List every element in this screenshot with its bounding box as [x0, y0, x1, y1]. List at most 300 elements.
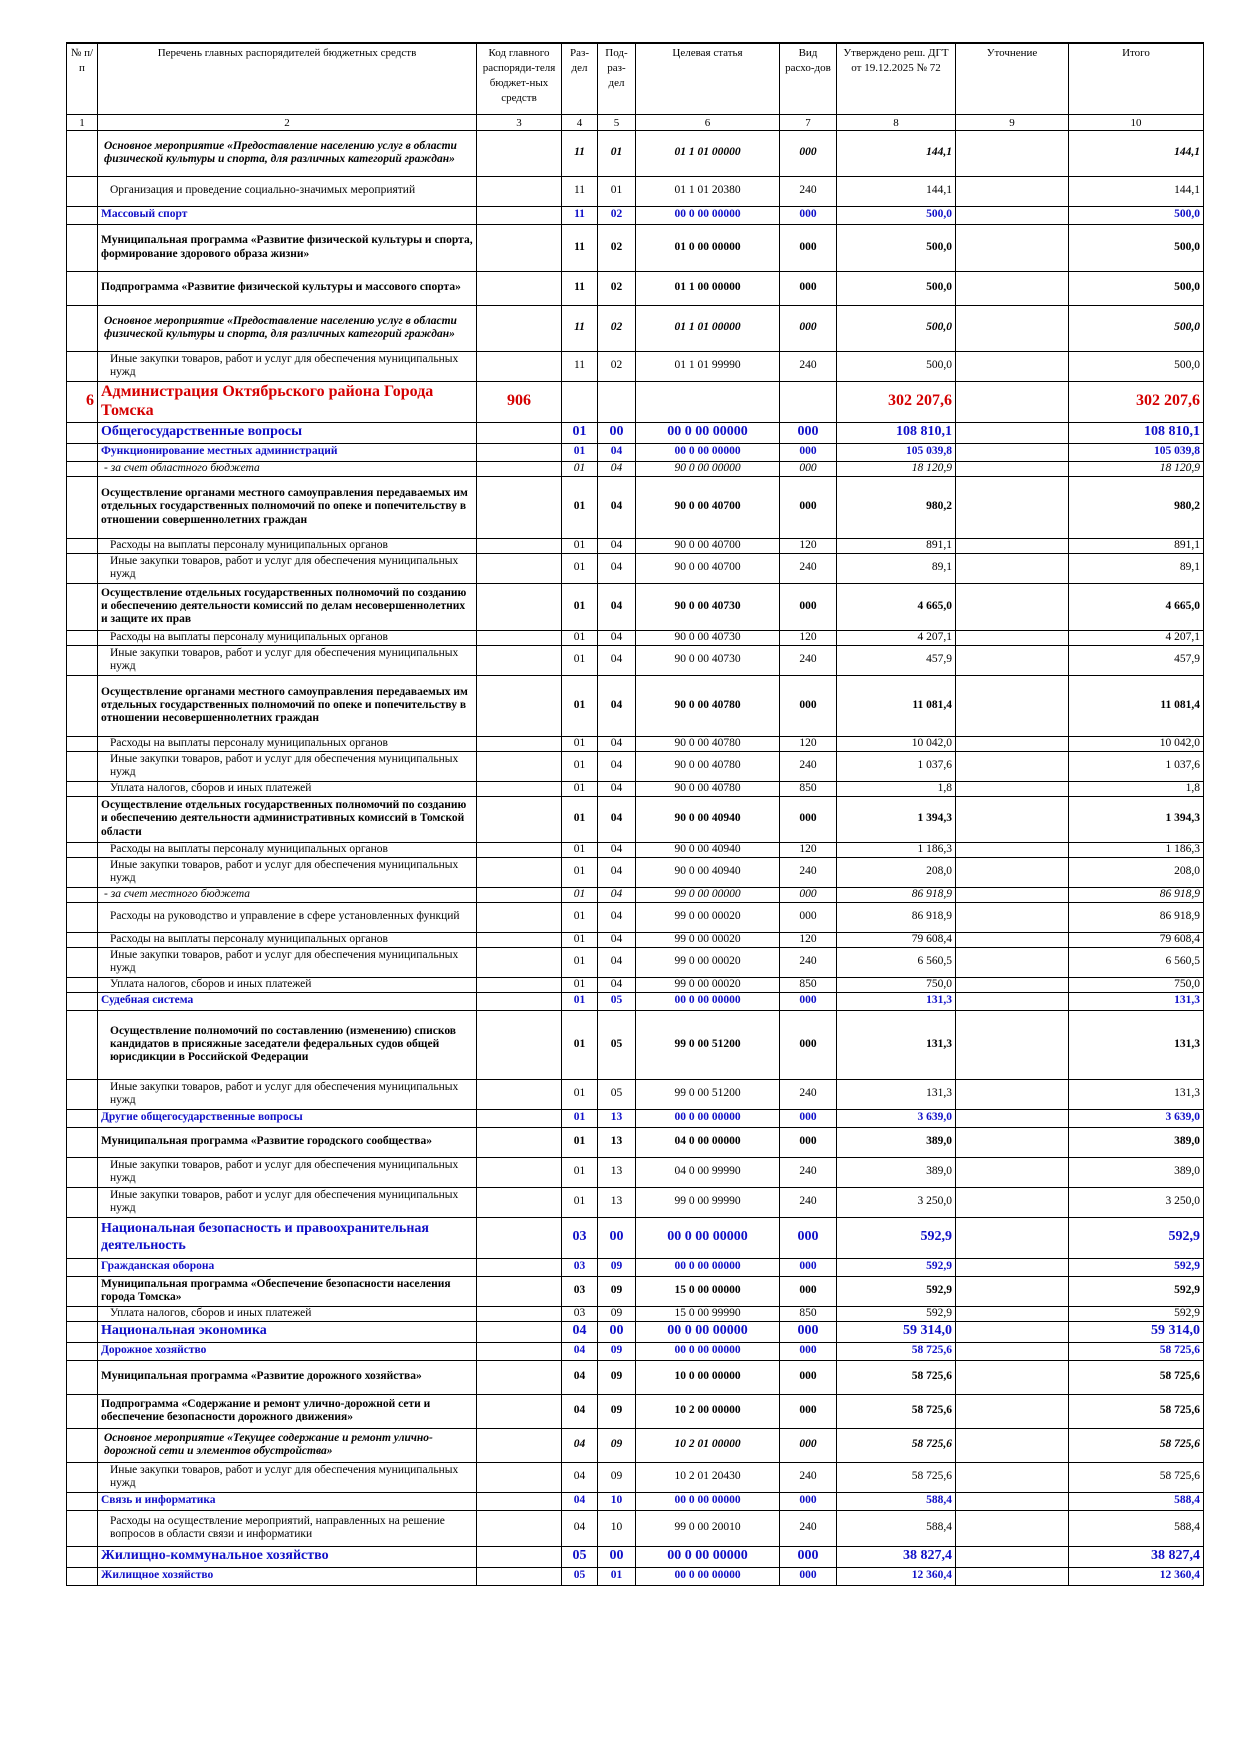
column-number: 6	[636, 114, 780, 130]
row-approved: 4 207,1	[837, 630, 956, 645]
row-code	[477, 977, 562, 992]
row-total: 1 037,6	[1069, 751, 1204, 781]
row-approved: 592,9	[837, 1258, 956, 1276]
row-podrazdel: 09	[598, 1276, 636, 1306]
row-refine	[956, 675, 1069, 736]
row-refine	[956, 553, 1069, 583]
row-num	[67, 736, 98, 751]
row-name: Осуществление отдельных государственных полномочий по созданию и обеспечению деятельности комиссий по делам несовершеннолетних и защите их прав	[98, 583, 477, 630]
row-name: Осуществление отдельных государственных полномочий по созданию и обеспечению деятельности административных комиссий в Томской области	[98, 796, 477, 842]
row-podrazdel: 04	[598, 977, 636, 992]
row-podrazdel: 00	[598, 1546, 636, 1567]
table-row	[67, 1360, 1204, 1394]
row-approved: 389,0	[837, 1157, 956, 1187]
row-total: 58 725,6	[1069, 1428, 1204, 1462]
row-name: Расходы на осуществление мероприятий, направленных на решение вопросов в области связи и информатики	[98, 1510, 477, 1546]
table-row	[67, 645, 1204, 675]
row-target: 10 0 00 00000	[636, 1360, 780, 1394]
row-vr: 240	[780, 176, 837, 206]
row-vr: 240	[780, 553, 837, 583]
row-refine	[956, 842, 1069, 857]
row-razdel: 01	[562, 887, 598, 902]
row-name: - за счет местного бюджета	[98, 887, 477, 902]
row-name: Иные закупки товаров, работ и услуг для обеспечения муниципальных нужд	[98, 947, 477, 977]
table-row	[67, 947, 1204, 977]
row-vr: 240	[780, 1187, 837, 1217]
row-num	[67, 1567, 98, 1585]
column-number-row	[67, 114, 1204, 130]
row-approved: 59 314,0	[837, 1321, 956, 1342]
row-razdel: 04	[562, 1428, 598, 1462]
column-number: 5	[598, 114, 636, 130]
row-razdel: 11	[562, 305, 598, 351]
row-approved: 10 042,0	[837, 736, 956, 751]
row-total: 592,9	[1069, 1306, 1204, 1321]
row-vr: 000	[780, 902, 837, 932]
row-code	[477, 1079, 562, 1109]
row-code	[477, 476, 562, 538]
row-refine	[956, 1510, 1069, 1546]
row-refine	[956, 1109, 1069, 1127]
row-vr: 000	[780, 796, 837, 842]
row-code	[477, 675, 562, 736]
row-target: 90 0 00 40780	[636, 675, 780, 736]
row-podrazdel: 04	[598, 781, 636, 796]
row-total: 12 360,4	[1069, 1567, 1204, 1585]
row-refine	[956, 461, 1069, 476]
row-name: Судебная система	[98, 992, 477, 1010]
row-refine	[956, 1567, 1069, 1585]
row-num	[67, 1342, 98, 1360]
table-row	[67, 1462, 1204, 1492]
row-target: 90 0 00 40730	[636, 645, 780, 675]
row-total: 592,9	[1069, 1258, 1204, 1276]
table-row	[67, 1217, 1204, 1258]
row-razdel	[562, 381, 598, 422]
row-vr: 000	[780, 271, 837, 305]
row-refine	[956, 1394, 1069, 1428]
row-total: 1 394,3	[1069, 796, 1204, 842]
row-podrazdel: 09	[598, 1462, 636, 1492]
row-podrazdel: 09	[598, 1342, 636, 1360]
row-target: 00 0 00 00000	[636, 422, 780, 443]
row-approved: 4 665,0	[837, 583, 956, 630]
row-podrazdel: 04	[598, 630, 636, 645]
row-vr: 000	[780, 1010, 837, 1079]
row-num	[67, 1109, 98, 1127]
row-code	[477, 206, 562, 224]
row-name: Жилищно-коммунальное хозяйство	[98, 1546, 477, 1567]
row-vr: 000	[780, 1276, 837, 1306]
table-row	[67, 1510, 1204, 1546]
row-refine	[956, 1157, 1069, 1187]
row-target: 15 0 00 00000	[636, 1276, 780, 1306]
row-total: 10 042,0	[1069, 736, 1204, 751]
row-code	[477, 736, 562, 751]
row-target: 90 0 00 40940	[636, 857, 780, 887]
row-target: 01 1 01 20380	[636, 176, 780, 206]
row-name: Дорожное хозяйство	[98, 1342, 477, 1360]
row-razdel: 01	[562, 902, 598, 932]
row-total: 3 639,0	[1069, 1109, 1204, 1127]
row-refine	[956, 736, 1069, 751]
row-refine	[956, 1079, 1069, 1109]
row-vr: 000	[780, 887, 837, 902]
row-razdel: 03	[562, 1217, 598, 1258]
table-row	[67, 1546, 1204, 1567]
row-refine	[956, 443, 1069, 461]
row-refine	[956, 1462, 1069, 1492]
row-razdel: 01	[562, 932, 598, 947]
row-total: 59 314,0	[1069, 1321, 1204, 1342]
row-num	[67, 675, 98, 736]
row-vr: 000	[780, 1321, 837, 1342]
row-code	[477, 1394, 562, 1428]
row-target: 90 0 00 40780	[636, 736, 780, 751]
row-code	[477, 1321, 562, 1342]
row-vr: 000	[780, 130, 837, 176]
row-total: 592,9	[1069, 1217, 1204, 1258]
row-target: 04 0 00 99990	[636, 1157, 780, 1187]
row-vr: 000	[780, 206, 837, 224]
budget-table	[66, 42, 1204, 1586]
table-row	[67, 1492, 1204, 1510]
row-vr: 000	[780, 1428, 837, 1462]
row-refine	[956, 1306, 1069, 1321]
row-razdel: 11	[562, 176, 598, 206]
row-name: Иные закупки товаров, работ и услуг для обеспечения муниципальных нужд	[98, 645, 477, 675]
table-row	[67, 796, 1204, 842]
row-razdel: 01	[562, 857, 598, 887]
header-total: Итого	[1069, 43, 1204, 114]
row-podrazdel: 04	[598, 751, 636, 781]
row-refine	[956, 887, 1069, 902]
row-name: Национальная безопасность и правоохранительная деятельность	[98, 1217, 477, 1258]
row-total: 750,0	[1069, 977, 1204, 992]
row-target: 90 0 00 40940	[636, 796, 780, 842]
row-refine	[956, 645, 1069, 675]
row-refine	[956, 947, 1069, 977]
row-name: Подпрограмма «Развитие физической культуры и массового спорта»	[98, 271, 477, 305]
row-name: Уплата налогов, сборов и иных платежей	[98, 781, 477, 796]
row-total: 3 250,0	[1069, 1187, 1204, 1217]
column-number: 4	[562, 114, 598, 130]
row-razdel: 04	[562, 1510, 598, 1546]
row-approved: 58 725,6	[837, 1342, 956, 1360]
header-num: № п/п	[67, 43, 98, 114]
row-target: 10 2 00 00000	[636, 1394, 780, 1428]
row-target: 90 0 00 40730	[636, 630, 780, 645]
row-code	[477, 1010, 562, 1079]
row-target: 90 0 00 40700	[636, 553, 780, 583]
row-name: Расходы на выплаты персоналу муниципальных органов	[98, 538, 477, 553]
row-refine	[956, 351, 1069, 381]
row-code	[477, 305, 562, 351]
row-target: 90 0 00 40780	[636, 781, 780, 796]
row-approved: 592,9	[837, 1276, 956, 1306]
row-vr: 240	[780, 947, 837, 977]
row-approved: 457,9	[837, 645, 956, 675]
table-header-row	[67, 43, 1204, 114]
row-total: 389,0	[1069, 1157, 1204, 1187]
row-vr: 240	[780, 751, 837, 781]
row-vr: 000	[780, 583, 837, 630]
row-code	[477, 1428, 562, 1462]
row-target: 99 0 00 99990	[636, 1187, 780, 1217]
row-refine	[956, 538, 1069, 553]
row-name: Основное мероприятие «Предоставление населению услуг в области физической культуры и спорта, для различных категорий граждан»	[98, 130, 477, 176]
row-approved: 3 250,0	[837, 1187, 956, 1217]
row-razdel: 01	[562, 1079, 598, 1109]
row-code	[477, 1546, 562, 1567]
row-name: Осуществление органами местного самоуправления передаваемых им отдельных государственных полномочий по опеке и попечительству в отношении несовершеннолетних граждан	[98, 675, 477, 736]
table-row	[67, 932, 1204, 947]
row-approved: 500,0	[837, 271, 956, 305]
row-refine	[956, 130, 1069, 176]
row-vr: 120	[780, 630, 837, 645]
row-num	[67, 476, 98, 538]
row-refine	[956, 583, 1069, 630]
row-name: Иные закупки товаров, работ и услуг для обеспечения муниципальных нужд	[98, 1157, 477, 1187]
row-refine	[956, 1187, 1069, 1217]
row-vr: 000	[780, 1492, 837, 1510]
row-code	[477, 1510, 562, 1546]
row-approved: 302 207,6	[837, 381, 956, 422]
row-podrazdel: 13	[598, 1127, 636, 1157]
row-vr: 240	[780, 1079, 837, 1109]
row-razdel: 01	[562, 781, 598, 796]
row-razdel: 01	[562, 947, 598, 977]
row-approved: 592,9	[837, 1306, 956, 1321]
header-podrazdel: Под-раз-дел	[598, 43, 636, 114]
row-approved: 588,4	[837, 1492, 956, 1510]
row-target: 00 0 00 00000	[636, 206, 780, 224]
row-name: Иные закупки товаров, работ и услуг для обеспечения муниципальных нужд	[98, 857, 477, 887]
row-refine	[956, 1428, 1069, 1462]
table-row	[67, 271, 1204, 305]
row-code	[477, 1217, 562, 1258]
row-code	[477, 583, 562, 630]
row-target: 00 0 00 00000	[636, 1109, 780, 1127]
table-row	[67, 902, 1204, 932]
row-target: 10 2 01 20430	[636, 1462, 780, 1492]
row-target: 00 0 00 00000	[636, 1567, 780, 1585]
row-razdel: 01	[562, 461, 598, 476]
row-approved: 500,0	[837, 224, 956, 271]
row-code: 906	[477, 381, 562, 422]
row-approved: 1 186,3	[837, 842, 956, 857]
row-code	[477, 461, 562, 476]
row-target: 01 1 01 00000	[636, 305, 780, 351]
row-approved: 18 120,9	[837, 461, 956, 476]
row-vr: 240	[780, 857, 837, 887]
table-row	[67, 675, 1204, 736]
row-name: Общегосударственные вопросы	[98, 422, 477, 443]
row-total: 131,3	[1069, 992, 1204, 1010]
row-approved: 86 918,9	[837, 887, 956, 902]
table-row	[67, 476, 1204, 538]
table-row	[67, 736, 1204, 751]
row-num	[67, 1157, 98, 1187]
row-num	[67, 842, 98, 857]
header-code: Код главного распоряди-теля бюджет-ных средств	[477, 43, 562, 114]
row-vr: 000	[780, 305, 837, 351]
row-code	[477, 422, 562, 443]
table-row	[67, 1157, 1204, 1187]
row-refine	[956, 992, 1069, 1010]
table-row	[67, 842, 1204, 857]
row-razdel: 01	[562, 553, 598, 583]
row-num	[67, 630, 98, 645]
row-target: 99 0 00 00020	[636, 947, 780, 977]
row-total: 89,1	[1069, 553, 1204, 583]
row-code	[477, 1109, 562, 1127]
row-num	[67, 583, 98, 630]
header-approved: Утверждено реш. ДГТ от 19.12.2025 № 72	[837, 43, 956, 114]
row-target: 00 0 00 00000	[636, 443, 780, 461]
row-vr: 120	[780, 932, 837, 947]
row-code	[477, 1492, 562, 1510]
row-name: Уплата налогов, сборов и иных платежей	[98, 977, 477, 992]
row-razdel: 11	[562, 206, 598, 224]
row-podrazdel: 00	[598, 1321, 636, 1342]
row-podrazdel: 00	[598, 422, 636, 443]
row-approved: 105 039,8	[837, 443, 956, 461]
row-target: 99 0 00 00020	[636, 977, 780, 992]
row-vr: 000	[780, 443, 837, 461]
row-num	[67, 751, 98, 781]
row-total: 500,0	[1069, 271, 1204, 305]
row-num	[67, 422, 98, 443]
row-podrazdel: 04	[598, 583, 636, 630]
header-razdel: Раз-дел	[562, 43, 598, 114]
row-code	[477, 1360, 562, 1394]
row-approved: 891,1	[837, 538, 956, 553]
row-total: 1 186,3	[1069, 842, 1204, 857]
row-total: 457,9	[1069, 645, 1204, 675]
row-refine	[956, 422, 1069, 443]
row-podrazdel: 01	[598, 130, 636, 176]
row-target: 00 0 00 00000	[636, 1492, 780, 1510]
row-name: Расходы на руководство и управление в сфере установленных функций	[98, 902, 477, 932]
row-code	[477, 553, 562, 583]
table-row	[67, 351, 1204, 381]
row-total: 58 725,6	[1069, 1462, 1204, 1492]
row-total: 11 081,4	[1069, 675, 1204, 736]
row-approved: 38 827,4	[837, 1546, 956, 1567]
row-razdel: 01	[562, 538, 598, 553]
row-name: Расходы на выплаты персоналу муниципальных органов	[98, 932, 477, 947]
row-target: 01 0 00 00000	[636, 224, 780, 271]
table-row	[67, 206, 1204, 224]
row-approved: 58 725,6	[837, 1462, 956, 1492]
row-num	[67, 1510, 98, 1546]
table-row	[67, 1394, 1204, 1428]
row-razdel: 03	[562, 1276, 598, 1306]
row-razdel: 01	[562, 1157, 598, 1187]
row-podrazdel: 04	[598, 675, 636, 736]
table-row	[67, 422, 1204, 443]
row-razdel: 01	[562, 1187, 598, 1217]
row-vr: 240	[780, 1462, 837, 1492]
row-total: 592,9	[1069, 1276, 1204, 1306]
row-total: 58 725,6	[1069, 1342, 1204, 1360]
row-vr: 850	[780, 781, 837, 796]
row-num	[67, 1010, 98, 1079]
row-refine	[956, 1010, 1069, 1079]
row-code	[477, 781, 562, 796]
row-name: Муниципальная программа «Обеспечение безопасности населения города Томска»	[98, 1276, 477, 1306]
row-razdel: 11	[562, 271, 598, 305]
row-name: Осуществление органами местного самоуправления передаваемых им отдельных государственных полномочий по опеке и попечительству в отношении совершеннолетних граждан	[98, 476, 477, 538]
row-razdel: 11	[562, 224, 598, 271]
row-num	[67, 553, 98, 583]
header-refine: Уточнение	[956, 43, 1069, 114]
row-vr: 240	[780, 645, 837, 675]
row-total: 144,1	[1069, 130, 1204, 176]
row-target: 01 1 01 99990	[636, 351, 780, 381]
row-approved: 1,8	[837, 781, 956, 796]
row-target: 90 0 00 40730	[636, 583, 780, 630]
row-approved: 1 394,3	[837, 796, 956, 842]
row-name: Расходы на выплаты персоналу муниципальных органов	[98, 842, 477, 857]
row-vr: 000	[780, 1258, 837, 1276]
row-total: 389,0	[1069, 1127, 1204, 1157]
row-num	[67, 947, 98, 977]
row-num	[67, 130, 98, 176]
row-razdel: 01	[562, 422, 598, 443]
row-target: 90 0 00 40700	[636, 538, 780, 553]
header-target: Целевая статья	[636, 43, 780, 114]
row-total: 144,1	[1069, 176, 1204, 206]
row-total: 131,3	[1069, 1079, 1204, 1109]
row-approved: 592,9	[837, 1217, 956, 1258]
row-podrazdel: 05	[598, 1010, 636, 1079]
row-name: Иные закупки товаров, работ и услуг для обеспечения муниципальных нужд	[98, 1462, 477, 1492]
row-num	[67, 1462, 98, 1492]
row-vr: 000	[780, 224, 837, 271]
row-approved: 588,4	[837, 1510, 956, 1546]
row-razdel: 03	[562, 1258, 598, 1276]
row-razdel: 11	[562, 351, 598, 381]
row-target: 04 0 00 00000	[636, 1127, 780, 1157]
table-row	[67, 553, 1204, 583]
row-target: 90 0 00 40940	[636, 842, 780, 857]
row-target	[636, 381, 780, 422]
header-vr: Вид расхо-дов	[780, 43, 837, 114]
row-num	[67, 992, 98, 1010]
row-num	[67, 351, 98, 381]
row-vr: 240	[780, 1157, 837, 1187]
row-code	[477, 645, 562, 675]
row-razdel: 01	[562, 443, 598, 461]
row-total: 86 918,9	[1069, 902, 1204, 932]
row-razdel: 04	[562, 1360, 598, 1394]
row-vr: 000	[780, 1360, 837, 1394]
row-refine	[956, 1217, 1069, 1258]
row-code	[477, 902, 562, 932]
row-code	[477, 176, 562, 206]
table-row	[67, 1428, 1204, 1462]
row-refine	[956, 932, 1069, 947]
row-num	[67, 1079, 98, 1109]
row-code	[477, 992, 562, 1010]
row-name: Связь и информатика	[98, 1492, 477, 1510]
row-name: Основное мероприятие «Предоставление населению услуг в области физической культуры и спорта, для различных категорий граждан»	[98, 305, 477, 351]
row-refine	[956, 1492, 1069, 1510]
row-name: Подпрограмма «Содержание и ремонт улично-дорожной сети и обеспечение безопасности дорожного движения»	[98, 1394, 477, 1428]
row-total: 500,0	[1069, 224, 1204, 271]
